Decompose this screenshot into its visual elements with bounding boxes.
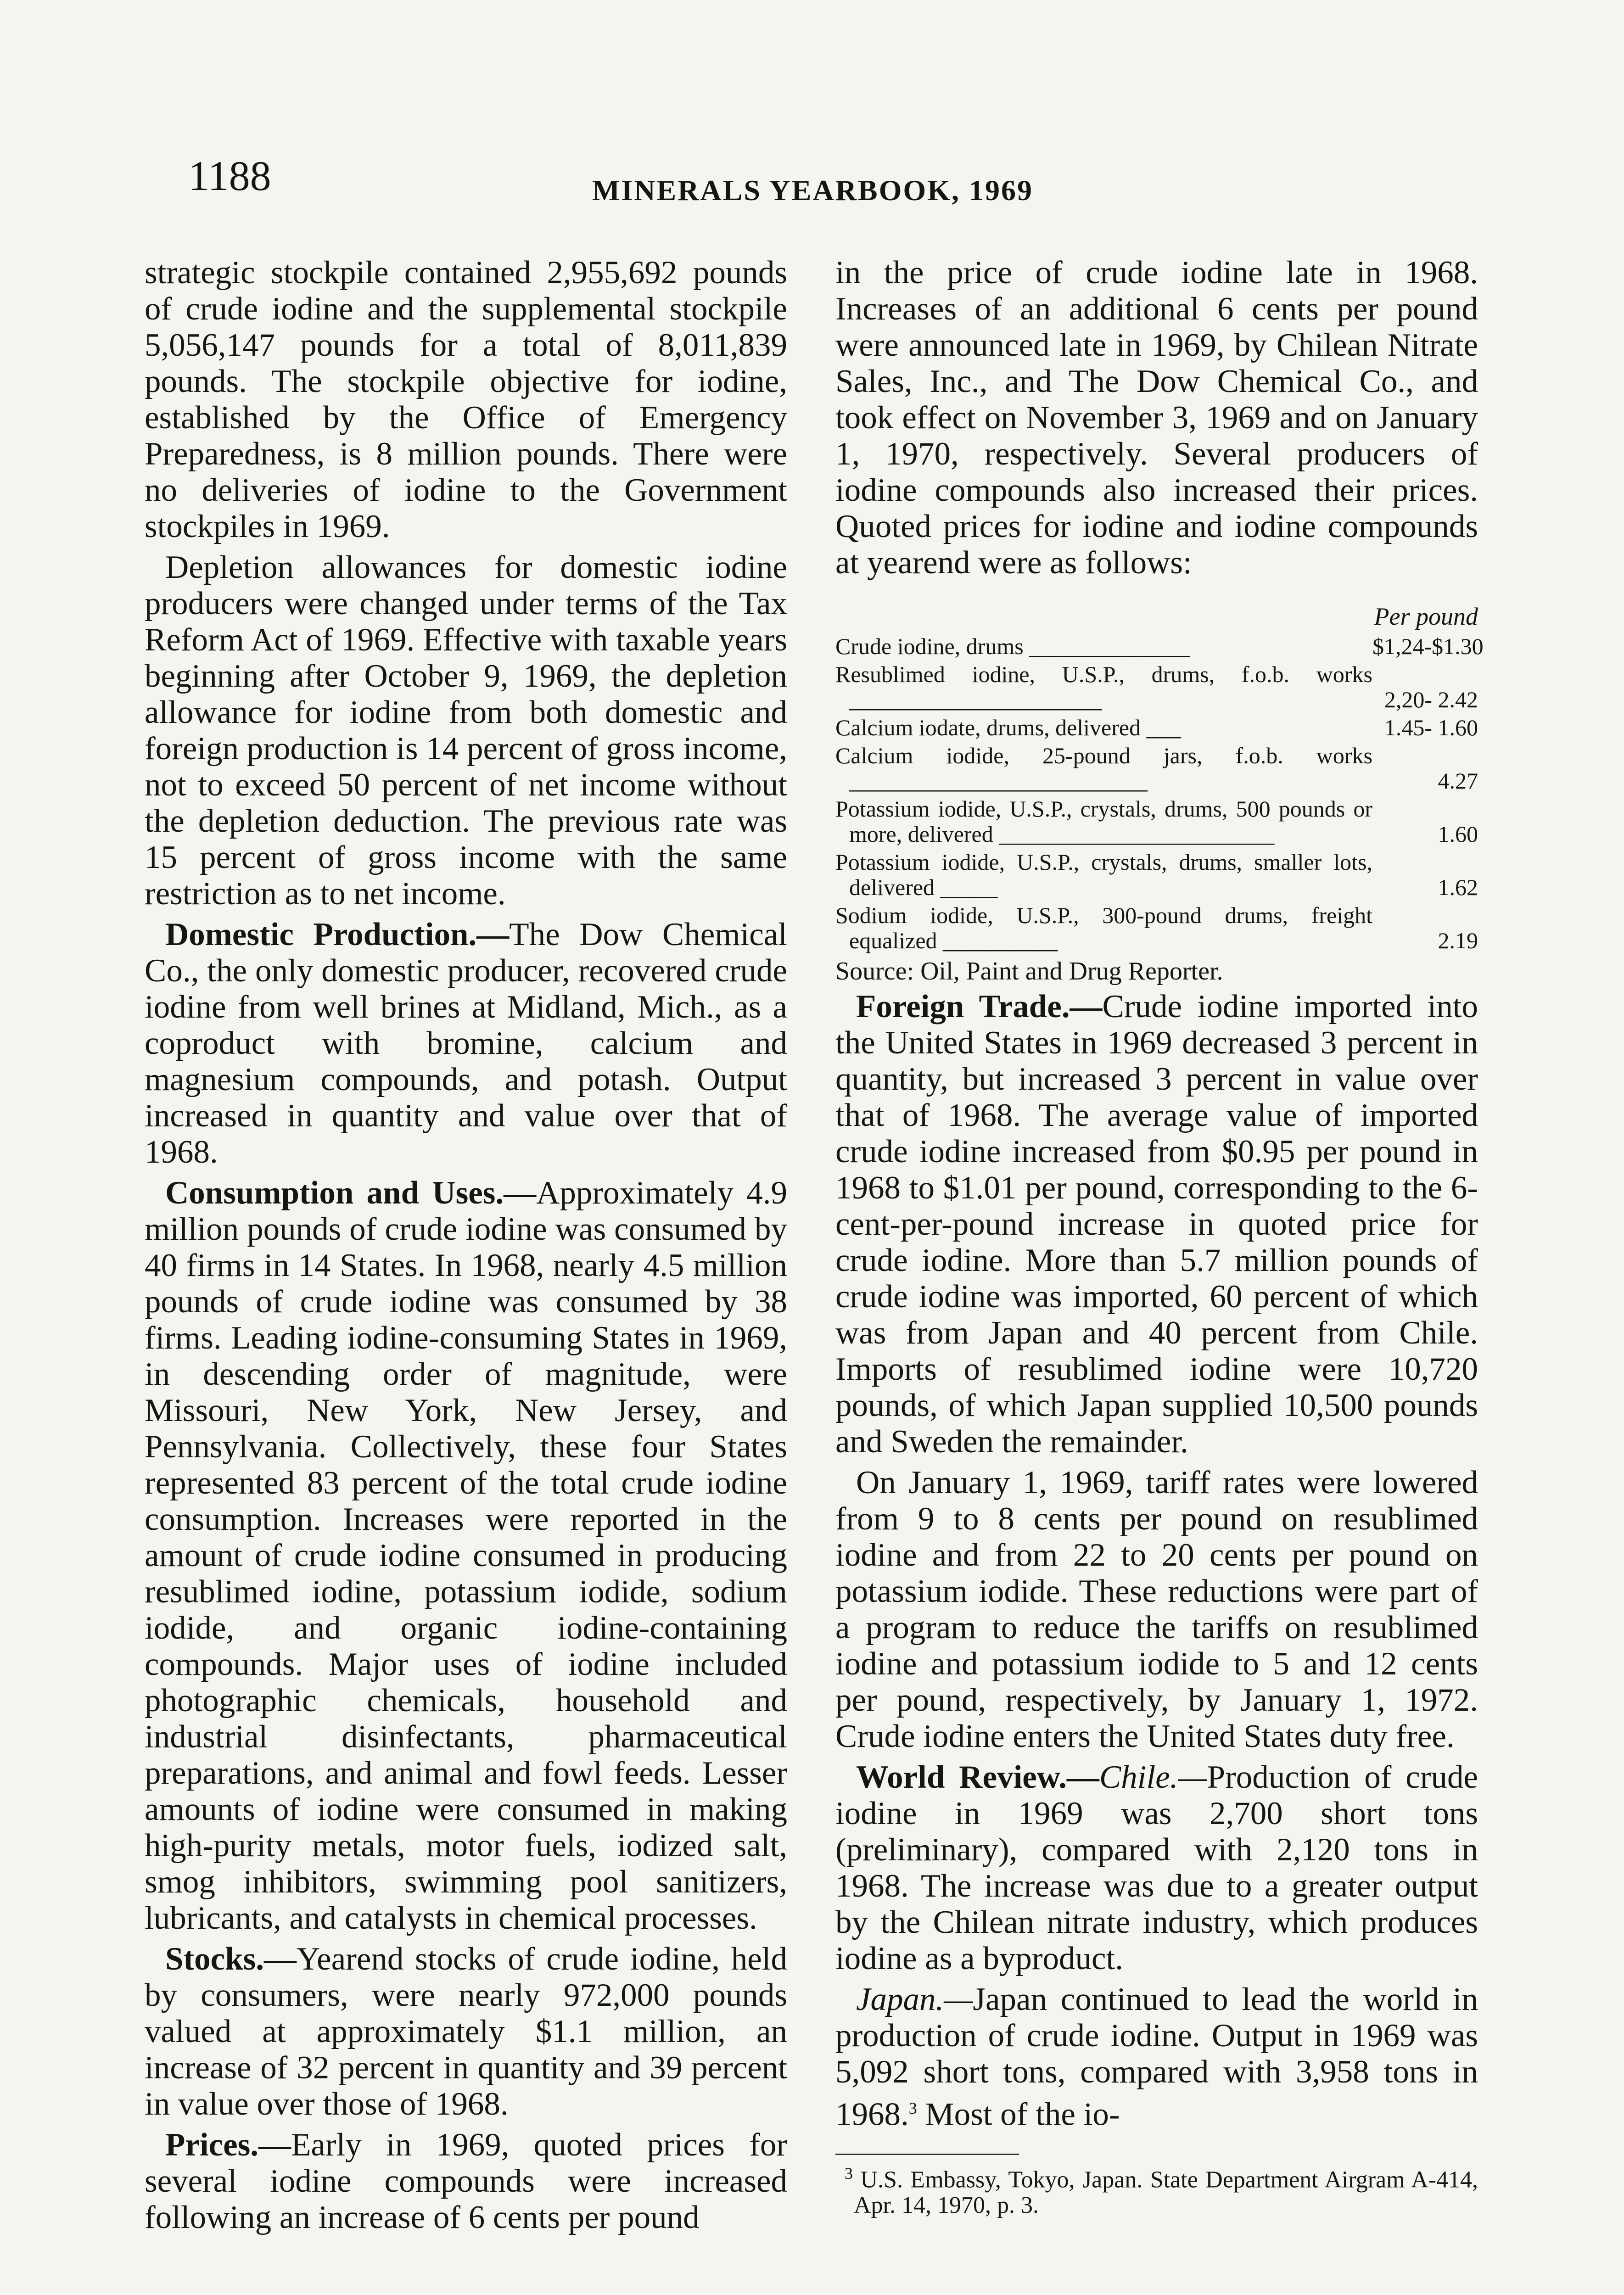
page-header	[0, 133, 1624, 225]
paragraph: Prices.—Early in 1969, quoted prices for several iodine compounds were increased following an increase of 6 cents per pound	[145, 2127, 787, 2235]
table-source: Source: Oil, Paint and Drug Reporter.	[835, 957, 1223, 985]
paragraph: Domestic Production.—The Dow Chemical Co., the only domestic producer, recovered crude iodine from well brines at Midland, Mich., as a coproduct with bromine, calcium and magnesium compounds, and potash. Output increased in quantity and value over that of 1968.	[145, 917, 787, 1170]
price-value: 4.27	[1438, 768, 1478, 794]
price-value: $1,24-$1.30	[1372, 633, 1484, 659]
price-item: Resublimed iodine, U.S.P., drums, f.o.b. works ______________________	[835, 661, 1372, 712]
section-heading: Consumption and Uses.—	[165, 1175, 537, 1211]
price-value: 1.45- 1.60	[1384, 715, 1478, 740]
paragraph: Stocks.—Yearend stocks of crude iodine, held by consumers, were nearly 972,000 pounds valued at approximately $1.1 million, an increase of 32 percent in quantity and 39 percent in value over those of 1968.	[145, 1941, 787, 2122]
paragraph: strategic stockpile contained 2,955,692 pounds of crude iodine and the supplemental stockpile 5,056,147 pounds for a total of 8,011,839 pounds. The stockpile objective for iodine, established by the Office of Emergency Preparedness, is 8 million pounds. There were no deliveries of iodine to the Government stockpiles in 1969.	[145, 255, 787, 544]
table-row	[835, 715, 1478, 740]
price-table-header: Per pound	[1374, 603, 1478, 630]
price-value: 1.62	[1438, 874, 1478, 900]
subsection-heading: Chile.—	[1099, 1759, 1207, 1795]
price-item: Sodium iodide, U.S.P., 300-pound drums, freight equalized __________	[835, 902, 1372, 953]
page-number: 1188	[188, 152, 271, 199]
table-row	[835, 903, 1478, 953]
paragraph: in the price of crude iodine late in 1968. Increases of an additional 6 cents per pound were announced late in 1969, by Chilean Nitrate Sales, Inc., and The Dow Chemical Co., and took effect on November 3, 1969 and on January 1, 1970, respectively. Several producers of iodine compounds also increased their prices. Quoted prices for iodine and iodine compounds at yearend were as follows:	[835, 255, 1478, 581]
paragraph: On January 1, 1969, tariff rates were lowered from 9 to 8 cents per pound on resublimed iodine and from 22 to 20 cents per pound on potassium iodide. These reductions were part of a program to reduce the tariffs on resublimed iodine and potassium iodide to 5 and 12 cents per pound, respectively, by January 1, 1972. Crude iodine enters the United States duty free.	[835, 1465, 1478, 1754]
paragraph: Consumption and Uses.—Approximately 4.9 million pounds of crude iodine was consumed by 40 firms in 14 States. In 1968, nearly 4.5 million pounds of crude iodine was consumed by 38 firms. Leading iodine-consuming States in 1969, in descending order of magnitude, were Missouri, New York, New Jersey, and Pennsylvania. Collectively, these four States represented 83 percent of the total crude iodine consumption. Increases were reported in the amount of crude iodine consumed in producing resublimed iodine, potassium iodide, sodium iodide, and organic iodine-containing compounds. Major uses of iodine included photographic chemicals, household and industrial disinfectants, pharmaceutical preparations, and animal and fowl feeds. Lesser amounts of iodine were consumed in making high-purity metals, motor fuels, iodized salt, smog inhibitors, swimming pool sanitizers, lubricants, and catalysts in chemical processes.	[145, 1175, 787, 1936]
section-heading: Domestic Production.—	[165, 917, 510, 952]
paragraph: Japan.—Japan continued to lead the world in production of crude iodine. Output in 1969 was 5,092 short tons, compared with 3,958 tons in 1968.$^3$ Most of the io-	[835, 1982, 1478, 2133]
left-column	[145, 255, 787, 2240]
footnote-mark: 3	[845, 2164, 853, 2183]
subsection-heading: Japan.—	[856, 1982, 973, 2017]
footnote-reference: 3	[908, 2099, 917, 2117]
right-column	[835, 255, 1484, 2218]
paragraph: World Review.—Chile.—Production of crude iodine in 1969 was 2,700 short tons (preliminary), compared with 2,120 tons in 1968. The increase was due to a greater output by the Chilean nitrate industry, which produces iodine as a byproduct.	[835, 1759, 1478, 1976]
section-heading: World Review.—	[856, 1759, 1099, 1795]
price-item: Crude iodine, drums ______________	[835, 633, 1190, 659]
paragraph: Foreign Trade.—Crude iodine imported into the United States in 1969 decreased 3 percent in quantity, but increased 3 percent in value over that of 1968. The average value of imported crude iodine increased from $0.95 per pound in 1968 to $1.01 per pound, corresponding to the 6-cent-per-pound increase in quoted price for crude iodine. More than 5.7 million pounds of crude iodine was imported, 60 percent of which was from Japan and 40 percent from Chile. Imports of resublimed iodine were 10,720 pounds, of which Japan supplied 10,500 pounds and Sweden the remainder.	[835, 989, 1478, 1460]
table-row	[835, 850, 1478, 900]
footnote: $^3$ U.S. Embassy, Tokyo, Japan. State Department Airgram A-414, Apr. 14, 1970, p. 3.	[845, 2164, 1478, 2218]
price-item: Calcium iodate, drums, delivered ___	[835, 715, 1181, 740]
footnote-divider	[835, 2154, 1019, 2155]
price-table	[835, 603, 1484, 985]
table-row	[835, 633, 1484, 659]
price-item: Potassium iodide, U.S.P., crystals, drums, 500 pounds or more, delivered ________________________	[835, 796, 1372, 847]
price-value: 1.60	[1438, 821, 1478, 847]
price-value: 2,20- 2.42	[1384, 687, 1478, 712]
price-item: Potassium iodide, U.S.P., crystals, drums, smaller lots, delivered _____	[835, 849, 1372, 900]
section-heading: Stocks.—	[165, 1941, 297, 1977]
price-value: 2.19	[1438, 928, 1478, 953]
running-head: MINERALS YEARBOOK, 1969	[592, 174, 1033, 207]
table-row	[835, 796, 1478, 847]
table-row	[835, 743, 1478, 794]
table-row	[835, 662, 1478, 712]
paragraph: Depletion allowances for domestic iodine producers were changed under terms of the Tax Reform Act of 1969. Effective with taxable years beginning after October 9, 1969, the depletion allowance for iodine from both domestic and foreign production is 14 percent of gross income, not to exceed 50 percent of net income without the depletion deduction. The previous rate was 15 percent of gross income with the same restriction as to net income.	[145, 549, 787, 912]
section-heading: Prices.—	[165, 2127, 291, 2163]
price-item: Calcium iodide, 25-pound jars, f.o.b. works __________________________	[835, 743, 1372, 794]
section-heading: Foreign Trade.—	[856, 989, 1103, 1024]
